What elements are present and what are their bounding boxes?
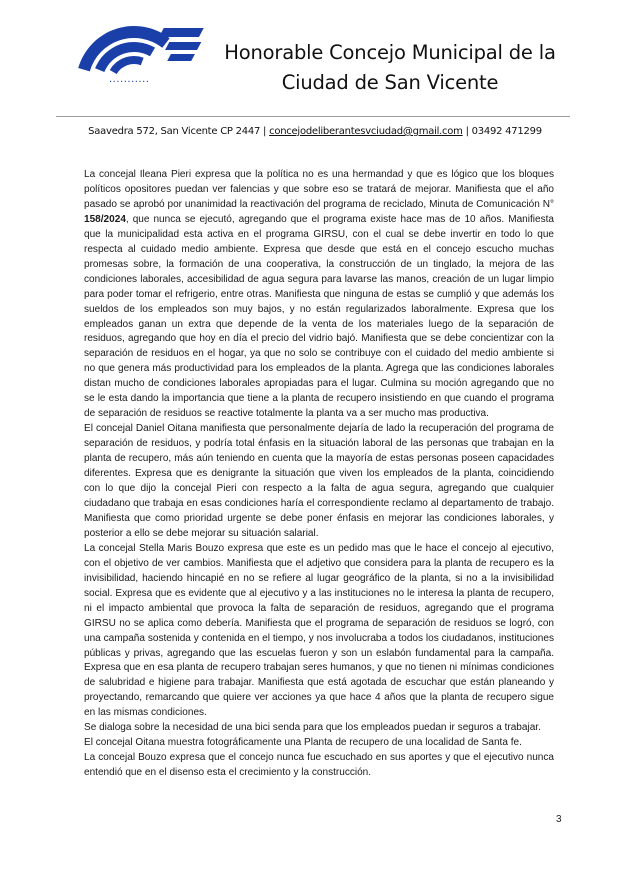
council-title-line-2: Ciudad de San Vicente: [281, 71, 499, 94]
contact-email-link[interactable]: concejodeliberantesvciudad@gmail.com: [269, 126, 463, 137]
logo-bar: [159, 28, 204, 37]
minute-number: 158/2024: [84, 213, 126, 225]
logo-bar: [167, 54, 195, 61]
logo-bar: [165, 42, 201, 50]
paragraph-pieri: [84, 168, 554, 422]
paragraph-bouzo: La concejal Stella Maris Bouzo expresa que este es un pedido mas que le hace el concejo al ejecutivo, con el objetivo de ver cambios. Manifiesta que el adjetivo que considera para la planta de recupero es la invisibilidad, haciendo hincapié en no se refiere al lugar geográfico de la planta, si no a la invisibilidad social. Expresa que es evidente que al ejecutivo y a las instituciones no le interesa la planta de recupero, ni el impacto ambiental que provoca la falta de separación de residuos, agregando que el programa GIRSU no se aplica como debería. Manifiesta que el programa de separación de residuos se logró, con una campaña sostenida y contenida en el tiempo, y nos involucraba a todos los ciudadanos, instituciones públicas y privas, agregando que las escuelas fueron y son un eslabón fundamental para la campaña. Expresa que en esa planta de recupero trabajan seres humanos, y que no tienen ni mínimas condiciones de salubridad e higiene para trabajar. Manifiesta que está agotada de escuchar que están planeando y proyectando, remarcando que quiere ver acciones ya que hace 4 años que la planta de recupero sigue en las mismas condiciones.: [84, 542, 554, 719]
paragraph-oitana: El concejal Daniel Oitana manifiesta que personalmente dejaría de lado la recuperación del programa de separación de residuos, y podría total énfasis en la situación laboral de las personas que trabajan en la planta de recupero, más aún teniendo en cuenta que la mayoría de estas personas poseen capacidades diferentes. Expresa que es denigrante la situación que viven los empleados de la planta, coincidiendo con lo que dijo la concejal Pieri con respecto a la falta de agua segura, agregando que cualquier ciudadano que trabaja en esas condiciones haría el correspondiente reclamo al departamento de trabajo. Manifiesta que como prioridad urgente se debe poner énfasis en mejorar las condiciones laborales, y posterior a ello se debe mejorar su situación salarial.: [84, 423, 554, 539]
paragraph-pieri-part-1: La concejal Ileana Pieri expresa que la política no es una hermandad y que es lógico que los bloques políticos opositores puedan ver falencias y que sobre eso se tratará de mejorar. Manifiesta que el año pasado se aprobó por unanimidad la reactivación del programa de reciclado, Minuta de Comunicación N°: [84, 169, 554, 210]
contact-line: [60, 126, 570, 137]
logo-stripes: [78, 26, 203, 74]
contact-phone: | 03492 471299: [465, 126, 542, 137]
logo-dots: ...........: [109, 74, 150, 85]
paragraph-pieri-part-2: , que nunca se ejecutó, agregando que el programa existe hace mas de 10 años. Manifiesta que la municipalidad esta activa en el programa GIRSU, con el cual se debe invertir en todo lo que respecta al cuidado medio ambiente. Expresa que desde que está en el concejo escucho muchas promesas sobre, la formación de una cooperativa, la construcción de un tinglado, la mejora de las condiciones laborales, accesibilidad de agua segura para lavarse las manos, creación de un lugar limpio para poder tomar el refrigerio, entre otras. Manifiesta que ninguna de estas se cumplió y que además los sueldos de los empleados son muy bajos, y no están regularizados laboralmente. Expresa que los empleados ganan un extra que depende de la venta de los materiales luego de la separación de residuos, agregando que hoy en día el precio del vidrio bajó. Manifiesta que se debe concientizar con la separación de residuos en el hogar, ya que no solo se contribuye con el cuidado del medio ambiente si no que genera más productividad para los empleados de la planta. Agrega que las condiciones laborales distan mucho de condiciones laborales apropiadas para el lugar. Culmina su moción agregando que no se le esta dando la importancia que tiene a la planta de recupero insistiendo en que cuando el programa de separación de residuos se reactive totalmente la planta va a ser mucho mas productiva.: [84, 213, 554, 420]
paragraph-bouzo-closing: La concejal Bouzo expresa que el concejo nunca fue escuchado en sus aportes y que el ejecutivo nunca entendió que en el disenso esta el crecimiento y la construcción.: [84, 752, 554, 779]
paragraph-bici-senda: Se dialoga sobre la necesidad de una bici senda para que los empleados puedan ir seguros a trabajar.: [84, 722, 541, 734]
council-title-line-1: Honorable Concejo Municipal de la: [224, 41, 556, 64]
logo-stripe: [110, 56, 144, 74]
minutes-body: [84, 168, 554, 781]
page-number: 3: [556, 814, 562, 825]
paragraph-oitana-photo: El concejal Oitana muestra fotográficamente una Planta de recupero de una localidad de Santa fe.: [84, 737, 522, 749]
council-title: [200, 38, 580, 98]
header-divider: [56, 116, 570, 117]
contact-address: Saavedra 572, San Vicente CP 2447 |: [88, 126, 267, 137]
council-logo: [56, 20, 206, 86]
